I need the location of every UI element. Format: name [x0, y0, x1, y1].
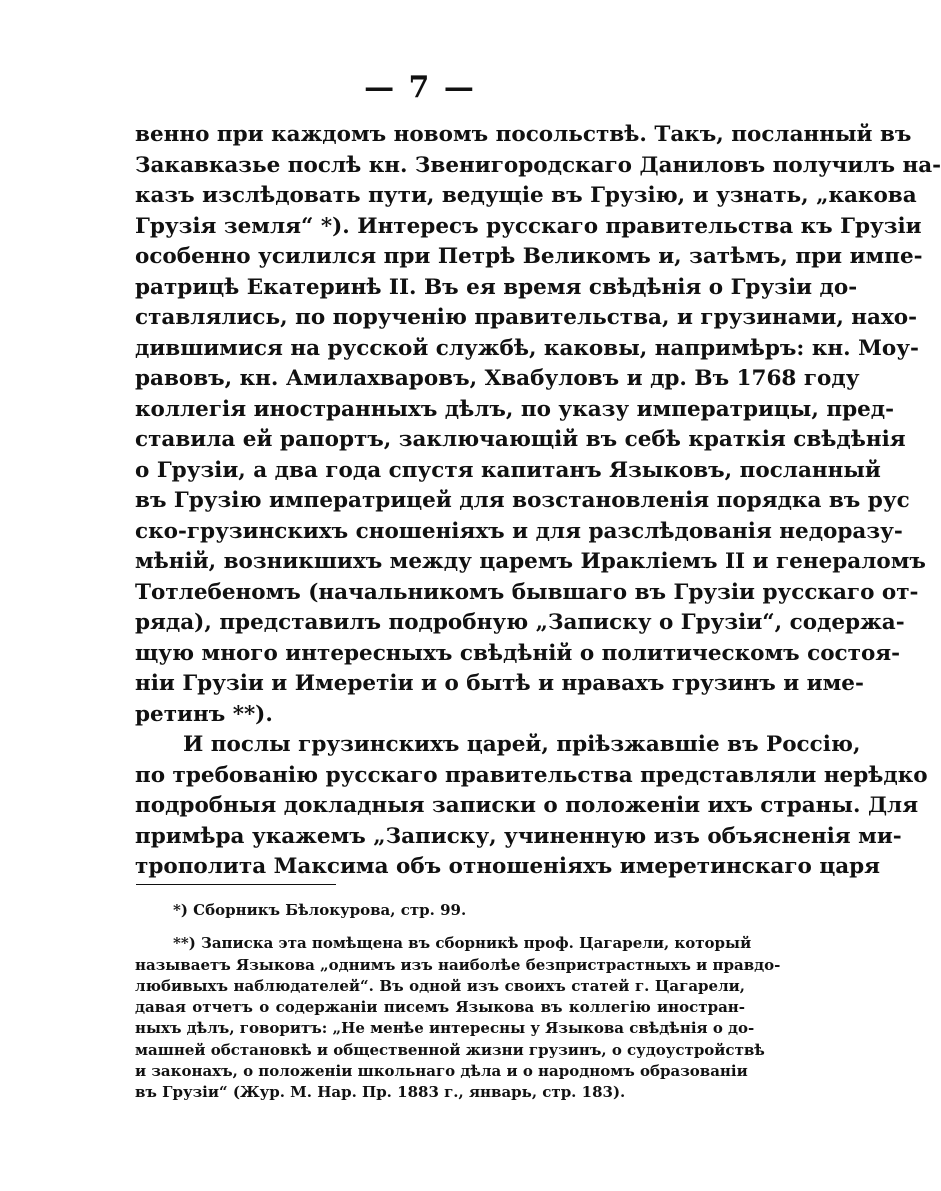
text-line: венно при каждомъ новомъ посольствѣ. Такъ, посланный въ	[135, 122, 912, 147]
footnote-line: **) Записка эта помѣщена въ сборникѣ проф. Цагарели, который	[173, 934, 752, 953]
text-line: ско-грузинскихъ сношеніяхъ и для разслѣдованія недоразу-	[135, 518, 903, 544]
footnote-2	[135, 933, 781, 1103]
text-line: дившимися на русской службѣ, каковы, напримѣръ: кн. Моу-	[135, 335, 919, 361]
footnotes	[135, 900, 781, 1104]
text-line: подробныя докладныя записки о положеніи ихъ страны. Для	[135, 793, 919, 818]
text-line: трополита Максима объ отношеніяхъ имеретинскаго царя	[135, 854, 881, 879]
text-line: по требованію русскаго правительства представляли нерѣдко	[135, 762, 928, 788]
footnote-line: любивыхъ наблюдателей“. Въ одной изъ своихъ статей г. Цагарели,	[135, 976, 745, 995]
text-line: Закавказье послѣ кн. Звенигородскаго Даниловъ получилъ на-	[135, 152, 941, 178]
text-line: Грузія земля“ *). Интересъ русскаго правительства къ Грузіи	[135, 213, 922, 239]
footnote-1	[135, 900, 745, 921]
footnote-line: въ Грузіи“ (Жур. М. Нар. Пр. 1883 г., январь, стр. 183).	[135, 1083, 626, 1102]
text-line: особенно усилился при Петрѣ Великомъ и, затѣмъ, при импе-	[135, 244, 923, 269]
text-line: примѣра укажемъ „Записку, учиненную изъ объясненія ми-	[135, 823, 902, 849]
text-line: коллегія иностранныхъ дѣлъ, по указу императрицы, пред-	[135, 396, 895, 422]
footnote-line: давая отчетъ о содержаніи писемъ Языкова въ коллегію иностран-	[135, 998, 745, 1017]
text-line: казъ изслѣдовать пути, ведущіе въ Грузію, и узнать, „какова	[135, 183, 917, 208]
text-line: ніи Грузіи и Имеретіи и о бытѣ и нравахъ грузинъ и име-	[135, 671, 864, 696]
footnote-line: машней обстановкѣ и общественной жизни грузинъ, о судоустройствѣ	[135, 1040, 765, 1059]
footnote-line: и законахъ, о положеніи школьнаго дѣла и о народномъ образованіи	[135, 1062, 748, 1081]
footnote-line: ныхъ дѣлъ, говоритъ: „Не менѣе интересны у Языкова свѣдѣнія о до-	[135, 1019, 755, 1038]
body-text	[135, 120, 941, 883]
text-line: ретинъ **).	[135, 701, 273, 727]
footnote-line: называетъ Языкова „однимъ изъ наиболѣе безпристрастныхъ и правдо-	[135, 955, 781, 974]
text-line: И послы грузинскихъ царей, пріѣзжавшіе въ Россію,	[183, 732, 861, 757]
text-line: о Грузіи, а два года спустя капитанъ Языковъ, посланный	[135, 457, 881, 483]
text-line: мѣній, возникшихъ между царемъ Ираклiемъ II и генераломъ	[135, 549, 926, 574]
text-line: ставлялись, по порученію правительства, и грузинами, нахо-	[135, 305, 918, 330]
footnote-separator	[136, 884, 336, 885]
text-line: въ Грузію императрицей для возстановленія порядка въ рус	[135, 488, 910, 513]
text-line: ратрицѣ Екатеринѣ II. Въ ея время свѣдѣнія о Грузіи до-	[135, 274, 858, 300]
text-line: Тотлебеномъ (начальникомъ бывшаго въ Грузіи русскаго от-	[135, 579, 919, 605]
page-number: — 7 —	[364, 70, 476, 105]
text-line: ряда), представилъ подробную „Записку о Грузіи“, содержа-	[135, 610, 905, 635]
text-line: ставила ей рапортъ, заключающій въ себѣ краткія свѣдѣнія	[135, 427, 906, 452]
footnote-line: *) Сборникъ Бѣлокурова, стр. 99.	[173, 901, 467, 919]
text-line: щую много интересныхъ свѣдѣній о политическомъ состоя-	[135, 640, 901, 666]
text-line: равовъ, кн. Амилахваровъ, Хвабуловъ и др. Въ 1768 году	[135, 366, 860, 391]
